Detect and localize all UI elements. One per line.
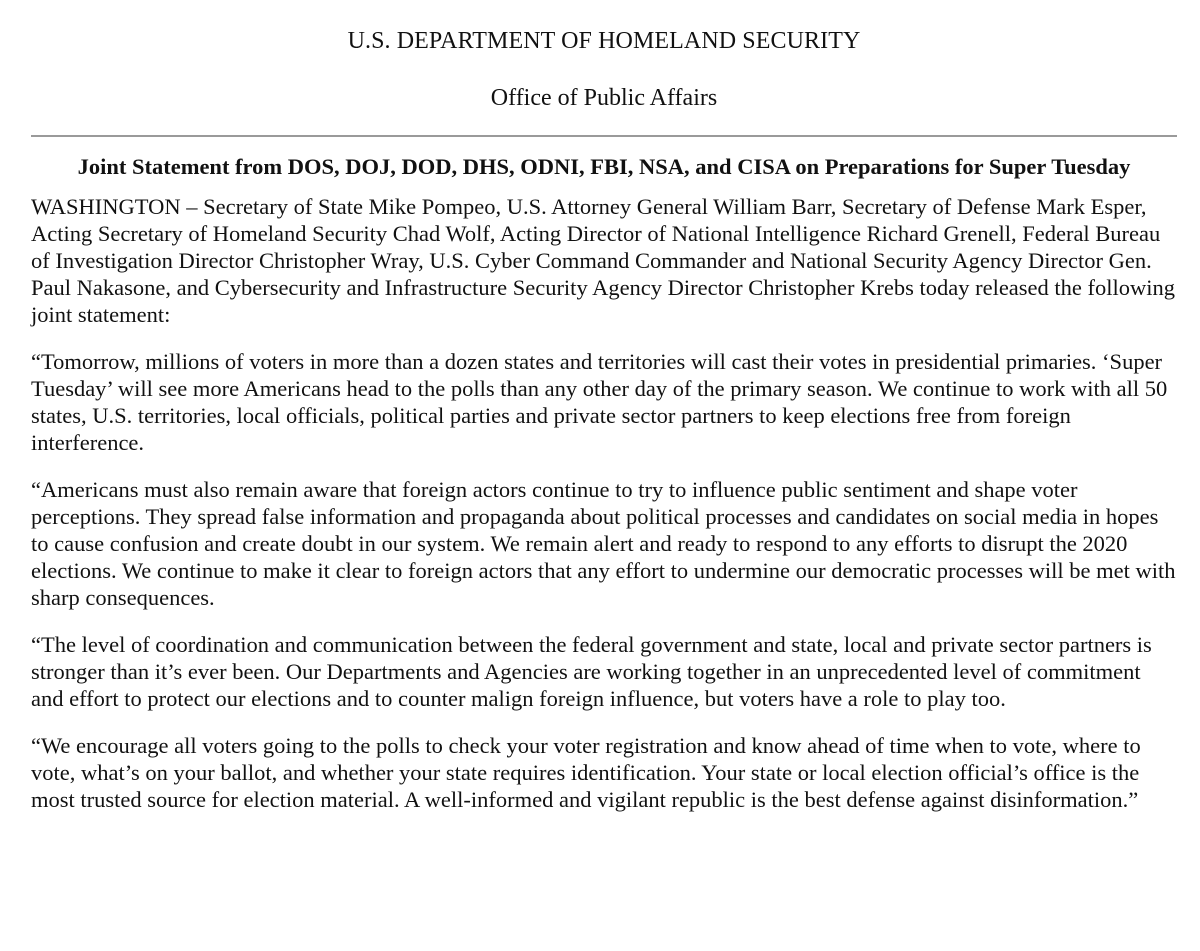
press-release bbox=[31, 0, 1177, 813]
agency-name: U.S. DEPARTMENT OF HOMELAND SECURITY bbox=[347, 28, 861, 54]
paragraph-coordination: “The level of coordination and communication between the federal government and state, local and private sector partners is stronger than it’s ever been. Our Departments and Agencies are working together in an unprecedented level of commitment and effort to protect our elections and to counter malign foreign influence, but voters have a role to play too. bbox=[31, 632, 1152, 711]
paragraph-super-tuesday: “Tomorrow, millions of voters in more than a dozen states and territories will cast their votes in presidential primaries. ‘Super Tuesday’ will see more Americans head to the polls than any other day of the primary season. We continue to work with all 50 states, U.S. territories, local officials, political parties and private sector partners to keep elections free from foreign interference. bbox=[31, 349, 1168, 455]
paragraph-intro: WASHINGTON – Secretary of State Mike Pompeo, U.S. Attorney General William Barr, Secretary of Defense Mark Esper, Acting Secretary of Homeland Security Chad Wolf, Acting Director of National Intelligence Richard Grenell, Federal Bureau of Investigation Director Christopher Wray, U.S. Cyber Command Commander and National Security Agency Director Gen. Paul Nakasone, and Cybersecurity and Infrastructure Security Agency Director Christopher Krebs today released the following joint statement: bbox=[31, 194, 1176, 327]
header-divider bbox=[31, 135, 1177, 137]
paragraph-voter-guidance: “We encourage all voters going to the polls to check your voter registration and know ahead of time when to vote, where to vote, what’s on your ballot, and whether your state requires identification. Your state or local election official’s office is the most trusted source for election material. A well-informed and vigilant republic is the best defense against disinformation.” bbox=[31, 733, 1141, 812]
paragraph-foreign-actors: “Americans must also remain aware that foreign actors continue to try to influence public sentiment and shape voter perceptions. They spread false information and propaganda about political processes and candidates on social media in hopes to cause confusion and create doubt in our system. We remain alert and ready to respond to any efforts to disrupt the 2020 elections. We continue to make it clear to foreign actors that any effort to undermine our democratic processes will be met with sharp consequences. bbox=[31, 477, 1176, 610]
statement-title: Joint Statement from DOS, DOJ, DOD, DHS, ODNI, FBI, NSA, and CISA on Preparations for Super Tuesday bbox=[77, 154, 1131, 179]
office-name: Office of Public Affairs bbox=[490, 85, 718, 111]
